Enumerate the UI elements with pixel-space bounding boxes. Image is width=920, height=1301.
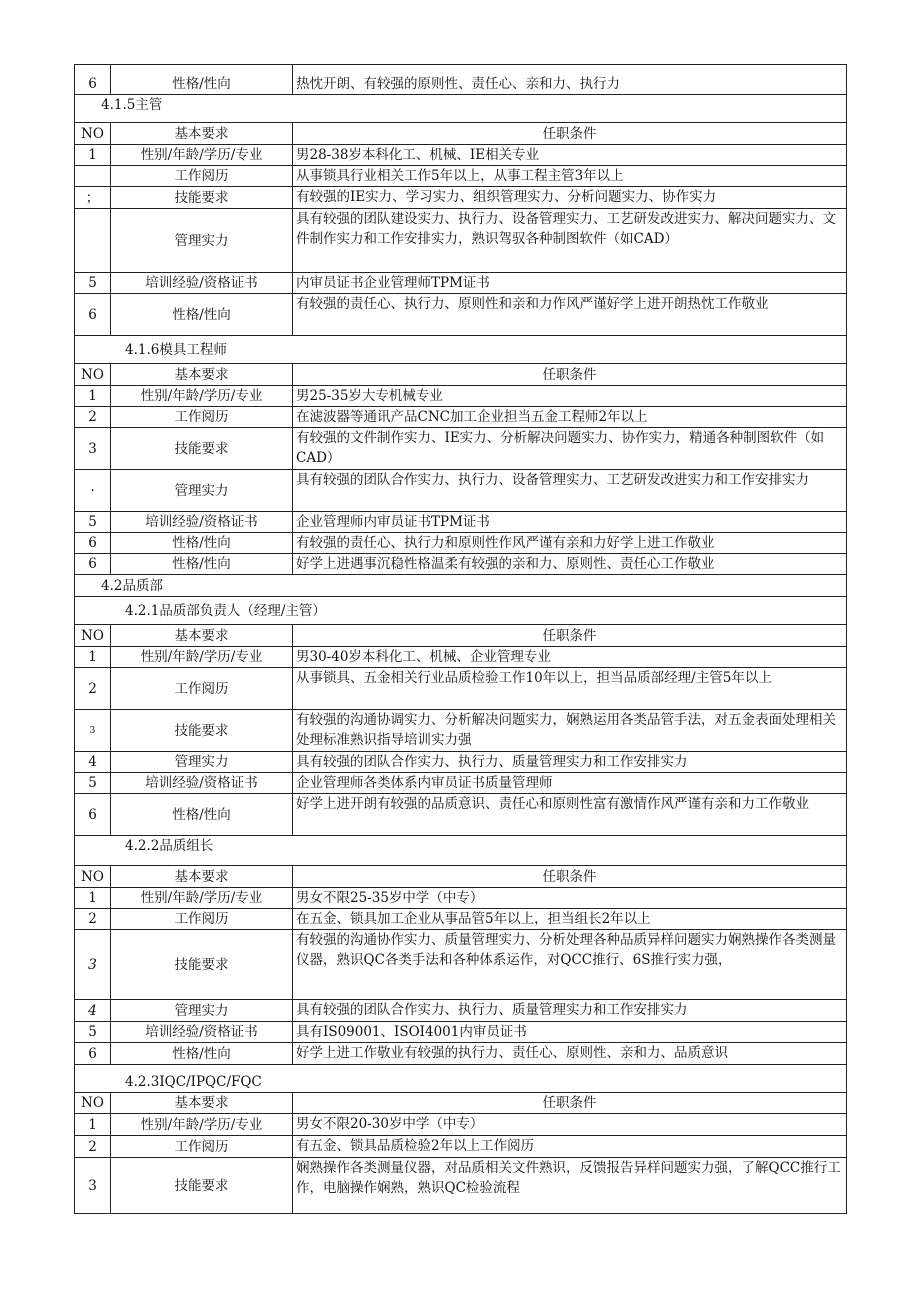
header-requirement: 基本要求 (111, 364, 293, 386)
table-row (75, 710, 847, 752)
row-requirement: 技能要求 (111, 930, 293, 1000)
row-condition: 从事锁具行业相关工作5年以上，从事工程主管3年以上 (293, 166, 847, 187)
row-condition: 企业管理师内审员证书TPM证书 (293, 512, 847, 533)
table-row (75, 1022, 847, 1043)
table-header-row (75, 123, 847, 145)
row-requirement: 工作阅历 (111, 909, 293, 930)
table-header-row (75, 866, 847, 888)
row-requirement: 技能要求 (111, 428, 293, 470)
table-row (75, 273, 847, 294)
row-requirement: 性格/性向 (111, 554, 293, 575)
table-header-row (75, 625, 847, 647)
row-condition: 具有较强的团队建设实力、执行力、设备管理实力、工艺研发改进实力、解决问题实力、文件制作实力和工作安排实力，熟识驾驭各种制图软件（如CAD） (293, 209, 847, 273)
row-condition: 娴熟操作各类测量仪器，对品质相关文件熟识，反馈报告异样问题实力强，了解QCC推行工作，电脑操作娴熟，熟识QC检验流程 (293, 1158, 847, 1214)
table-row (75, 1158, 847, 1214)
section-title-4-2-2: 4.2.2品质组长 (75, 836, 847, 866)
row-requirement: 工作阅历 (111, 407, 293, 428)
row-condition: 企业管理师各类体系内审员证书质量管理师 (293, 773, 847, 794)
row-no: ； (75, 187, 111, 209)
row-no: 6 (75, 65, 111, 95)
row-condition: 男28-38岁本科化工、机械、IE相关专业 (293, 145, 847, 166)
header-condition: 任职条件 (293, 625, 847, 647)
row-condition: 内审员证书企业管理师TPM证书 (293, 273, 847, 294)
table-header-row (75, 364, 847, 386)
row-no: 4 (75, 752, 111, 773)
table-row (75, 533, 847, 554)
row-condition: 男女不限20-30岁中学（中专） (293, 1114, 847, 1136)
row-no: 2 (75, 1136, 111, 1158)
row-requirement: 技能要求 (111, 187, 293, 209)
row-no: 3 (75, 930, 111, 1000)
row-no: 1 (75, 1114, 111, 1136)
row-no: 2 (75, 668, 111, 710)
row-no: 1 (75, 888, 111, 909)
table-row (75, 166, 847, 187)
section-title-row (75, 95, 847, 123)
header-requirement: 基本要求 (111, 866, 293, 888)
section-title-4-2-1: 4.2.1品质部负责人（经理/主管） (75, 597, 847, 625)
row-condition: 热忱开朗、有较强的原则性、责任心、亲和力、执行力 (293, 65, 847, 95)
row-condition: 男女不限25-35岁中学（中专） (293, 888, 847, 909)
row-requirement: 工作阅历 (111, 1136, 293, 1158)
row-condition: 有较强的沟通协调实力、分析解决问题实力，娴熟运用各类品管手法，对五金表面处理相关处理标准熟识指导培训实力强 (293, 710, 847, 752)
row-requirement: 培训经验/资格证书 (111, 273, 293, 294)
row-requirement: 管理实力 (111, 1000, 293, 1022)
table-row (75, 1114, 847, 1136)
section-title-4-1-6: 4.1.6模具工程师 (75, 336, 847, 364)
row-requirement: 技能要求 (111, 1158, 293, 1214)
row-requirement: 管理实力 (111, 752, 293, 773)
table-row (75, 428, 847, 470)
header-no: NO (75, 123, 111, 145)
section-title-4-2: 4.2品质部 (75, 575, 847, 597)
row-no: · (75, 470, 111, 512)
table-row (75, 470, 847, 512)
row-no: 6 (75, 294, 111, 336)
header-condition: 任职条件 (293, 866, 847, 888)
table-row (75, 794, 847, 836)
row-condition: 在滤波器等通讯产品CNC加工企业担当五金工程师2年以上 (293, 407, 847, 428)
row-requirement: 培训经验/资格证书 (111, 773, 293, 794)
row-no: 6 (75, 794, 111, 836)
table-row (75, 1043, 847, 1065)
table-row (75, 512, 847, 533)
table-row (75, 554, 847, 575)
header-no: NO (75, 866, 111, 888)
header-no: NO (75, 364, 111, 386)
row-requirement: 培训经验/资格证书 (111, 512, 293, 533)
header-requirement: 基本要求 (111, 625, 293, 647)
row-requirement: 性格/性向 (111, 65, 293, 95)
row-requirement: 工作阅历 (111, 668, 293, 710)
table-row (75, 386, 847, 407)
row-no: 5 (75, 273, 111, 294)
row-condition: 从事锁具、五金相关行业品质检验工作10年以上，担当品质部经理/主管5年以上 (293, 668, 847, 710)
table-row (75, 909, 847, 930)
row-requirement: 管理实力 (111, 209, 293, 273)
section-title-row (75, 575, 847, 597)
row-no: 1 (75, 647, 111, 668)
row-no: 4 (75, 1000, 111, 1022)
row-condition: 有较强的文件制作实力、IE实力、分析解决问题实力、协作实力，精通各种制图软件（如CAD） (293, 428, 847, 470)
row-condition: 具有较强的团队合作实力、执行力、质量管理实力和工作安排实力 (293, 1000, 847, 1022)
row-no: 3 (75, 428, 111, 470)
row-requirement: 管理实力 (111, 470, 293, 512)
table-row (75, 65, 847, 95)
row-no: 2 (75, 407, 111, 428)
row-requirement: 性别/年龄/学历/专业 (111, 1114, 293, 1136)
table-row (75, 773, 847, 794)
table-header-row (75, 1093, 847, 1114)
row-condition: 好学上进开朗有较强的品质意识、责任心和原则性富有激情作风严谨有亲和力工作敬业 (293, 794, 847, 836)
row-requirement: 性格/性向 (111, 1043, 293, 1065)
section-title-row (75, 336, 847, 364)
header-condition: 任职条件 (293, 123, 847, 145)
row-condition: 具有较强的团队合作实力、执行力、设备管理实力、工艺研发改进实力和工作安排实力 (293, 470, 847, 512)
header-condition: 任职条件 (293, 364, 847, 386)
table-row (75, 647, 847, 668)
row-condition: 好学上进工作敬业有较强的执行力、责任心、原则性、亲和力、品质意识 (293, 1043, 847, 1065)
row-requirement: 性格/性向 (111, 533, 293, 554)
requirements-document (74, 64, 846, 1214)
header-requirement: 基本要求 (111, 123, 293, 145)
header-condition: 任职条件 (293, 1093, 847, 1114)
table-row (75, 145, 847, 166)
header-no: NO (75, 625, 111, 647)
row-condition: 好学上进遇事沉稳性格温柔有较强的亲和力、原则性、责任心工作敬业 (293, 554, 847, 575)
row-no (75, 209, 111, 273)
row-no: 1 (75, 386, 111, 407)
row-condition: 在五金、锁具加工企业从事品管5年以上，担当组长2年以上 (293, 909, 847, 930)
row-no: 3 (75, 710, 111, 752)
row-condition: 男30-40岁本科化工、机械、企业管理专业 (293, 647, 847, 668)
table-row (75, 888, 847, 909)
table-row (75, 294, 847, 336)
table-row (75, 930, 847, 1000)
row-no: 5 (75, 1022, 111, 1043)
table-row (75, 668, 847, 710)
section-title-row (75, 836, 847, 866)
header-no: NO (75, 1093, 111, 1114)
row-requirement: 性别/年龄/学历/专业 (111, 386, 293, 407)
row-requirement: 性别/年龄/学历/专业 (111, 145, 293, 166)
row-condition: 男25-35岁大专机械专业 (293, 386, 847, 407)
row-no: 2 (75, 909, 111, 930)
row-no: 1 (75, 145, 111, 166)
row-condition: 有五金、锁具品质检验2年以上工作阅历 (293, 1136, 847, 1158)
row-condition: 有较强的责任心、执行力和原则性作风严谨有亲和力好学上进工作敬业 (293, 533, 847, 554)
section-title-row (75, 1065, 847, 1093)
row-requirement: 性格/性向 (111, 794, 293, 836)
row-condition: 有较强的沟通协作实力、质量管理实力、分析处理各种品质异样问题实力娴熟操作各类测量仪器，熟识QC各类手法和各种体系运作，对QCC推行、6S推行实力强， (293, 930, 847, 1000)
row-condition: 有较强的IE实力、学习实力、组织管理实力、分析问题实力、协作实力 (293, 187, 847, 209)
section-title-4-2-3: 4.2.3IQC/IPQC/FQC (75, 1065, 847, 1093)
table-row (75, 187, 847, 209)
section-title-row (75, 597, 847, 625)
row-condition: 有较强的责任心、执行力、原则性和亲和力作风严谨好学上进开朗热忱工作敬业 (293, 294, 847, 336)
row-no: 6 (75, 554, 111, 575)
requirements-table (74, 64, 847, 1214)
row-no: 3 (75, 1158, 111, 1214)
table-row (75, 752, 847, 773)
header-requirement: 基本要求 (111, 1093, 293, 1114)
row-requirement: 性别/年龄/学历/专业 (111, 888, 293, 909)
row-no: 6 (75, 1043, 111, 1065)
row-no: 5 (75, 773, 111, 794)
row-requirement: 性格/性向 (111, 294, 293, 336)
row-no: 5 (75, 512, 111, 533)
row-requirement: 技能要求 (111, 710, 293, 752)
row-no (75, 166, 111, 187)
row-no: 6 (75, 533, 111, 554)
table-row (75, 209, 847, 273)
row-condition: 具有IS09001、ISOI4001内审员证书 (293, 1022, 847, 1043)
row-requirement: 培训经验/资格证书 (111, 1022, 293, 1043)
table-row (75, 1136, 847, 1158)
row-requirement: 工作阅历 (111, 166, 293, 187)
row-condition: 具有较强的团队合作实力、执行力、质量管理实力和工作安排实力 (293, 752, 847, 773)
section-title-4-1-5: 4.1.5主管 (75, 95, 847, 123)
table-row (75, 407, 847, 428)
row-requirement: 性别/年龄/学历/专业 (111, 647, 293, 668)
table-row (75, 1000, 847, 1022)
